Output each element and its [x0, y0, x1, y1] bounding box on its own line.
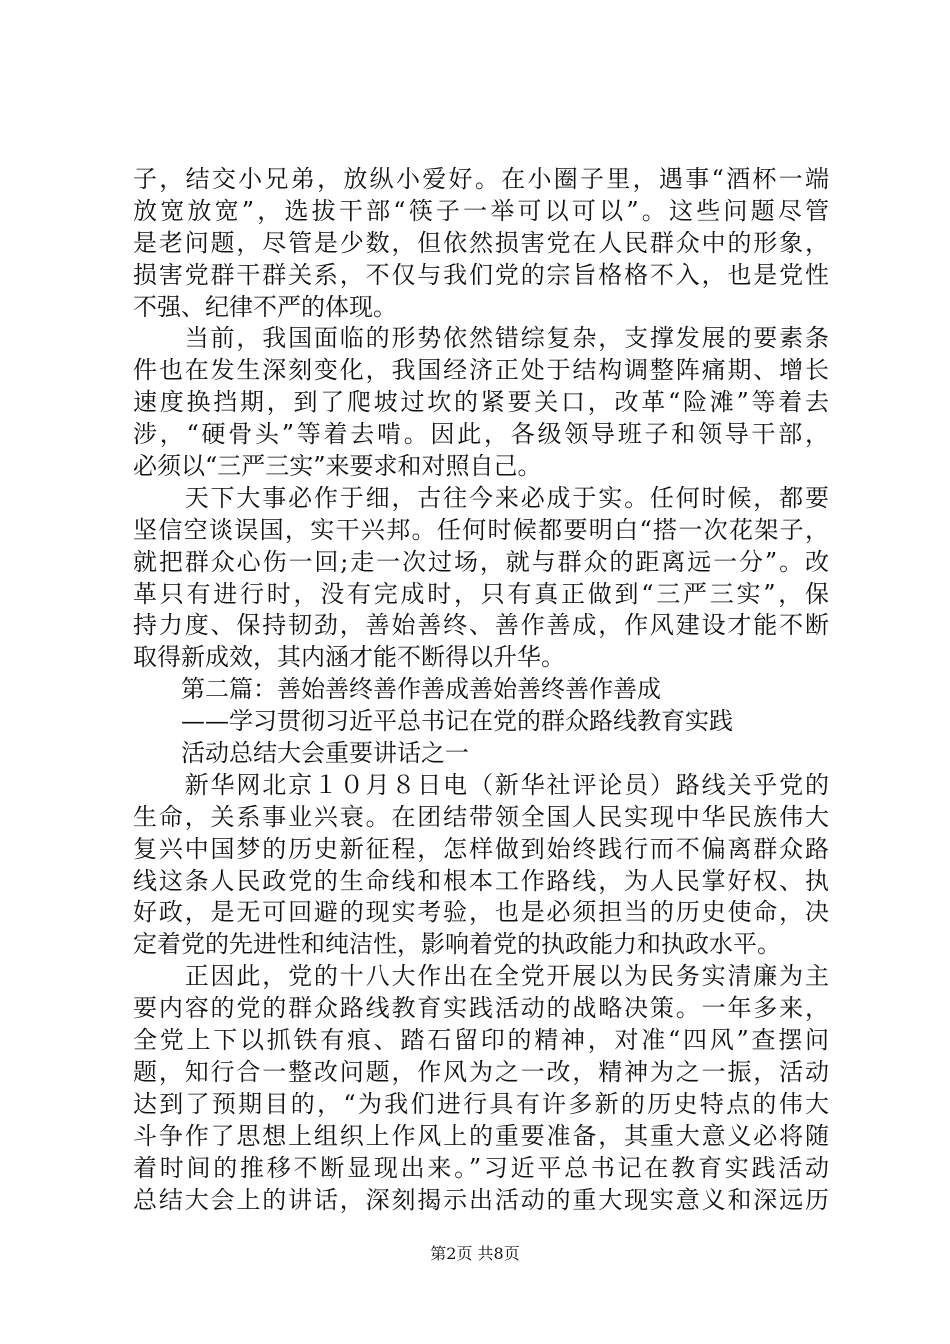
text-line: 复兴中国梦的历史新征程，怎样做到始终践行而不偏离群众路	[133, 834, 829, 863]
text-line: 持力度、保持韧劲，善始善终、善作善成，作风建设才能不断	[133, 611, 829, 640]
text-line: 线这条人民政党的生命线和根本工作路线，为人民掌好权、执	[133, 866, 829, 895]
text-line: 涉，“硬骨头”等着去啃。因此，各级领导班子和领导干部，	[133, 420, 829, 449]
text-line: 坚信空谈误国，实干兴邦。任何时候都要明白“搭一次花架子，	[133, 515, 829, 544]
text-line: 就把群众心伤一回;走一次过场，就与群众的距离远一分”。改	[133, 547, 829, 576]
text-line: 必须以“三严三实”来要求和对照自己。	[133, 452, 542, 481]
text-line: 是老问题，尽管是少数，但依然损害党在人民群众中的形象，	[133, 228, 829, 257]
text-line: 生命，关系事业兴衰。在团结带领全国人民实现中华民族伟大	[133, 802, 829, 831]
text-line: 放宽放宽”，选拔干部“筷子一举可以可以”。这些问题尽管	[133, 196, 829, 225]
text-line: 定着党的先进性和纯洁性，影响着党的执政能力和执政水平。	[133, 930, 781, 959]
text-line: 着时间的推移不断显现出来。”习近平总书记在教育实践活动	[133, 1153, 829, 1182]
text-line: 好政，是无可回避的现实考验，也是必须担当的历史使命，决	[133, 898, 829, 927]
document-body	[133, 164, 829, 1216]
text-line: 当前，我国面临的形势依然错综复杂，支撑发展的要素条	[133, 324, 829, 353]
text-line: 革只有进行时，没有完成时，只有真正做到“三严三实”，保	[133, 579, 829, 608]
text-line: 新华网北京１０月８日电（新华社评论员）路线关乎党的	[133, 770, 829, 799]
text-line: 损害党群干群关系，不仅与我们党的宗旨格格不入，也是党性	[133, 260, 829, 289]
text-line: 子，结交小兄弟，放纵小爱好。在小圈子里，遇事“酒杯一端	[133, 165, 829, 193]
text-line: ——学习贯彻习近平总书记在党的群众路线教育实践	[133, 707, 733, 736]
text-line: 第二篇：善始善终善作善成善始善终善作善成	[133, 675, 661, 704]
page-footer: 第2页 共8页	[430, 1244, 520, 1263]
text-line: 件也在发生深刻变化，我国经济正处于结构调整阵痛期、增长	[133, 356, 829, 385]
text-line: 斗争作了思想上组织上作风上的重要准备，其重大意义必将随	[133, 1121, 829, 1150]
text-line: 总结大会上的讲话，深刻揭示出活动的重大现实意义和深远历	[133, 1185, 829, 1214]
text-line: 达到了预期目的，“为我们进行具有许多新的历史特点的伟大	[133, 1089, 829, 1118]
text-line: 取得新成效，其内涵才能不断得以升华。	[133, 643, 565, 672]
text-line: 不强、纪律不严的体现。	[133, 292, 397, 321]
text-line: 要内容的党的群众路线教育实践活动的战略决策。一年多来，	[133, 994, 829, 1023]
text-line: 天下大事必作于细，古往今来必成于实。任何时候，都要	[133, 483, 829, 512]
text-line: 全党上下以抓铁有痕、踏石留印的精神，对准“四风”查摆问	[133, 1026, 829, 1055]
text-line: 速度换挡期，到了爬坡过坎的紧要关口，改革“险滩”等着去	[133, 388, 829, 417]
text-line: 题，知行合一整改问题，作风为之一改，精神为之一振，活动	[133, 1057, 829, 1086]
text-line: 活动总结大会重要讲话之一	[133, 739, 469, 768]
text-line: 正因此，党的十八大作出在全党开展以为民务实清廉为主	[133, 962, 829, 991]
